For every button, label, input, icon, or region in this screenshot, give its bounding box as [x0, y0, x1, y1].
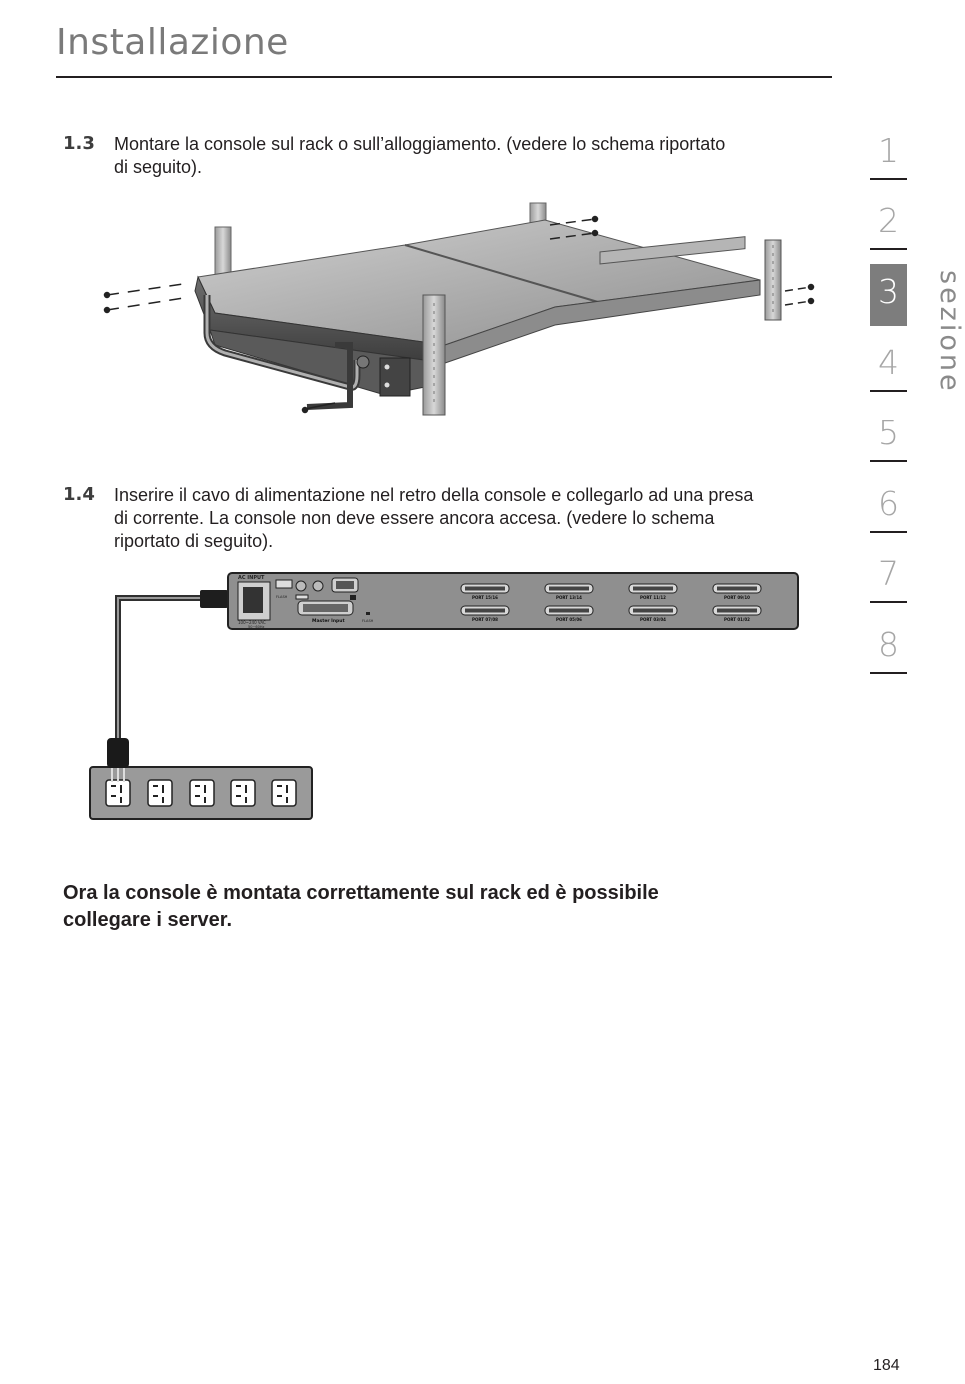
port-connector-pins: [717, 587, 757, 591]
port-connector-pins: [633, 609, 673, 613]
flash-label-right: FLASH: [362, 619, 374, 623]
section-divider: [870, 390, 907, 392]
outlet-slot: [277, 785, 282, 787]
outlet-slot: [195, 795, 200, 797]
flash-label-left: FLASH: [276, 595, 288, 599]
step-text-line: riportato di seguito).: [114, 531, 274, 551]
power-outlet: [231, 780, 255, 806]
step-text-line: di seguito).: [114, 157, 203, 177]
outlet-slot: [236, 785, 241, 787]
port-label: PORT 15/16: [472, 595, 498, 600]
rear-panel-illustration: [88, 570, 803, 825]
section-tab-2[interactable]: 2: [878, 201, 899, 240]
outlet-slot: [236, 795, 241, 797]
step-number: 1.4: [63, 484, 95, 505]
outlet-slot: [245, 797, 247, 803]
master-input-label: Master Input: [312, 619, 345, 624]
section-divider: [870, 460, 907, 462]
section-tab-7[interactable]: 7: [878, 554, 899, 593]
section-tab-5[interactable]: 5: [878, 413, 899, 452]
outlet-slot: [153, 795, 158, 797]
outlet-slot: [204, 797, 206, 803]
outlet-slot: [111, 795, 116, 797]
port-connector-pins: [717, 609, 757, 613]
outlet-slot: [120, 785, 122, 793]
voltage-label: 100~240 VAC: [238, 620, 266, 625]
outlet-slot: [286, 785, 288, 793]
page-number: 184: [873, 1357, 900, 1374]
port-label: PORT 09/10: [724, 595, 750, 600]
port-label: PORT 01/02: [724, 617, 750, 622]
step-text: [114, 133, 725, 179]
closing-statement: [63, 880, 783, 934]
port-connector-pins: [549, 609, 589, 613]
power-outlet: [190, 780, 214, 806]
ac-input-label: AC INPUT: [238, 575, 265, 581]
section-label: sezione: [934, 270, 965, 394]
port-connector-pins: [465, 587, 505, 591]
outlet-slot: [277, 795, 282, 797]
port-label: PORT 05/06: [556, 617, 582, 622]
section-divider: [870, 248, 907, 250]
page-title: Installazione: [56, 22, 289, 63]
port-connector-pins: [549, 587, 589, 591]
section-tab-1[interactable]: 1: [878, 131, 899, 170]
step-text: [114, 484, 753, 553]
port-connector-pins: [633, 587, 673, 591]
closing-line: collegare i server.: [63, 909, 233, 931]
outlet-slot: [162, 785, 164, 793]
power-outlet: [106, 780, 130, 806]
section-tab-4[interactable]: 4: [878, 343, 899, 382]
section-tab-3[interactable]: 3: [870, 264, 907, 326]
port-label: PORT 03/04: [640, 617, 666, 622]
section-divider: [870, 178, 907, 180]
step-text-line: di corrente. La console non deve essere ancora accesa. (vedere lo schema: [114, 508, 715, 528]
port-connector-pins: [465, 609, 505, 613]
outlet-slot: [195, 785, 200, 787]
frequency-label: 50~60Hz: [248, 625, 265, 629]
section-divider: [870, 601, 907, 603]
step-number: 1.3: [63, 133, 95, 154]
power-outlet: [148, 780, 172, 806]
section-tab-8[interactable]: 8: [878, 625, 899, 664]
outlet-slot: [153, 785, 158, 787]
section-tab-6[interactable]: 6: [878, 484, 899, 523]
title-divider: [56, 76, 832, 78]
closing-line: Ora la console è montata correttamente sul rack ed è possibile: [63, 882, 659, 904]
step-text-line: Montare la console sul rack o sull’alloggiamento. (vedere lo schema riportato: [114, 134, 726, 154]
port-label: PORT 13/14: [556, 595, 582, 600]
power-outlet: [272, 780, 296, 806]
rack-mount-illustration: [95, 195, 835, 425]
port-label: PORT 11/12: [640, 595, 666, 600]
outlet-slot: [286, 797, 288, 803]
outlet-slot: [204, 785, 206, 793]
outlet-slot: [111, 785, 116, 787]
step-text-line: Inserire il cavo di alimentazione nel retro della console e collegarlo ad una presa: [114, 485, 754, 505]
section-divider: [870, 672, 907, 674]
outlet-slot: [120, 797, 122, 803]
section-divider: [870, 531, 907, 533]
outlet-slot: [245, 785, 247, 793]
port-label: PORT 07/08: [472, 617, 498, 622]
outlet-slot: [162, 797, 164, 803]
